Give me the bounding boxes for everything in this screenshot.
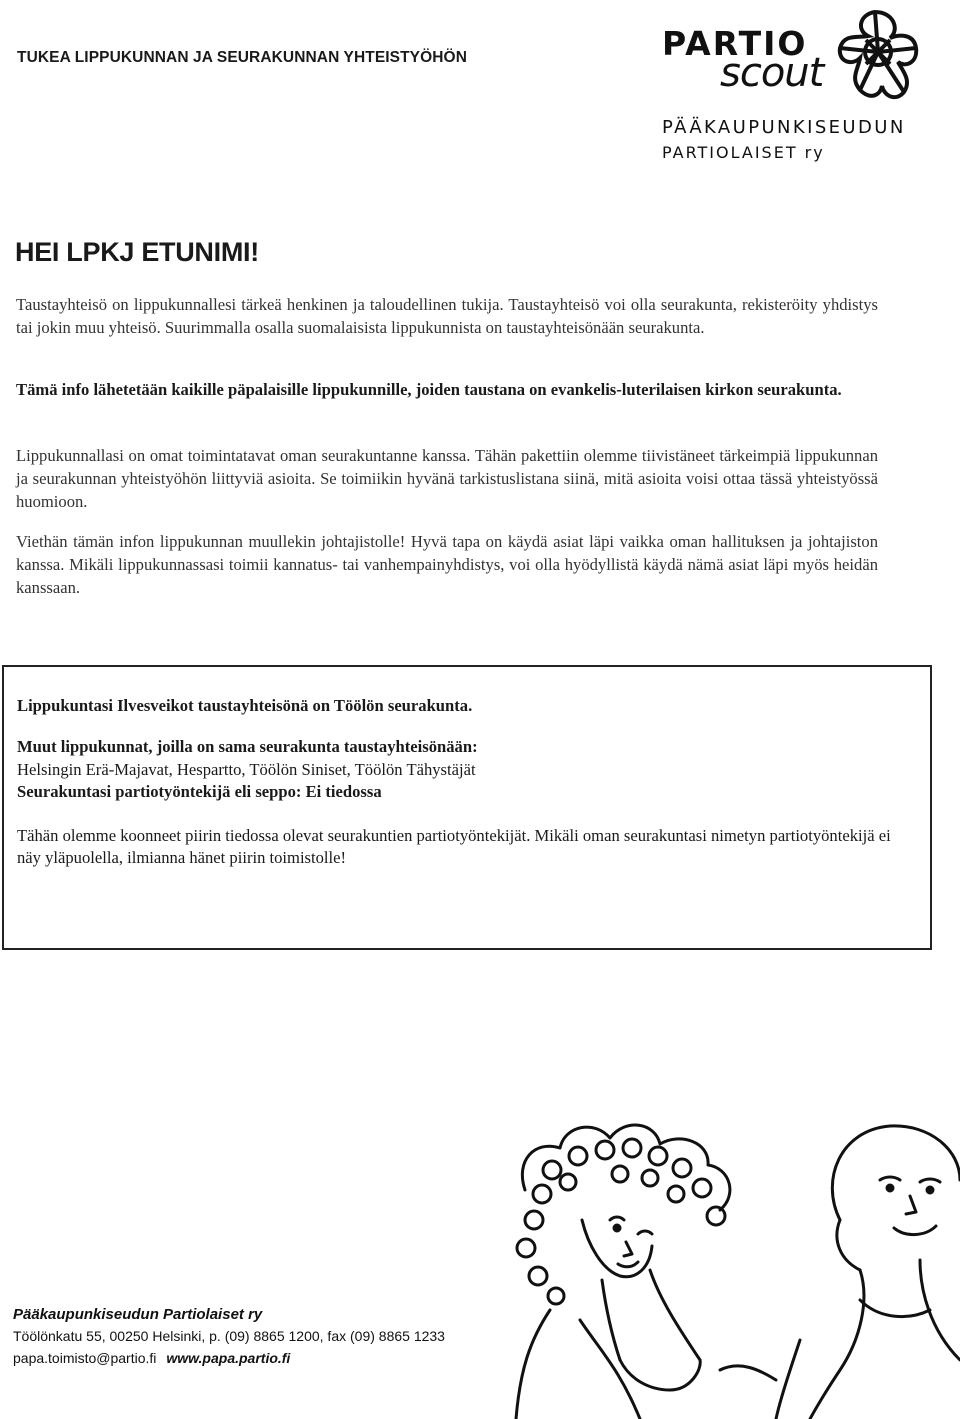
footer-organization: Pääkaupunkiseudun Partiolaiset ry [13,1306,263,1323]
logo-org-line1: PÄÄKAUPUNKISEUDUN [662,117,906,138]
logo-partio-text: PARTIO [662,24,808,63]
info-box-note: Tähän olemme koonneet piirin tiedossa olevat seurakuntien partiotyöntekijät. Mikäli oman seurakuntasi nimetyn partiotyöntekijä ei näy yläpuolella, ilmianna hänet piirin toimistolle! [17,826,891,867]
paragraph-background-community: Taustayhteisö on lippukunnallesi tärkeä henkinen ja taloudellinen tukija. Taustayhteisö voi olla seurakunta, rekisteröity yhdistys tai jokin muu yhteisö. Suurimmalla osalla suomalaisista lippukunnista on taustayhteisönään seurakunta. [16,295,878,337]
paragraph-share-info: Viethän tämän infon lippukunnan muullekin johtajistolle! Hyvä tapa on käydä asiat läpi vaikka oman hallituksen ja johtajiston kanssa. Mikäli lippukunnassasi toimii kannatus- tai vanhempainyhdistys, voi olla hyödyllistä käydä nämä asiat läpi myös heidän kanssaan. [16,532,878,597]
footer-web-link[interactable]: www.papa.partio.fi [166,1350,291,1366]
greeting-heading: HEI LPKJ ETUNIMI! [15,237,259,267]
footer-contact [13,1350,290,1366]
info-box-parish-line: Lippukuntasi Ilvesveikot taustayhteisönä on Töölön seurakunta. [17,696,473,715]
footer-address: Töölönkatu 55, 00250 Helsinki, p. (09) 8865 1200, fax (09) 8865 1233 [13,1328,445,1344]
info-box-seppo-line: Seurakuntasi partiotyöntekijä eli seppo: Ei tiedossa [17,782,382,801]
page-header-title: TUKEA LIPPUKUNNAN JA SEURAKUNNAN YHTEISTYÖHÖN [17,49,468,66]
paragraph-info-recipients: Tämä info lähetetään kaikille päpalaisille lippukunnille, joiden taustana on evankelis-luterilaisen kirkon seurakunta. [16,380,842,399]
footer-email-link[interactable]: papa.toimisto@partio.fi [13,1350,157,1366]
logo-org-line2: PARTIOLAISET ry [662,143,825,162]
paragraph-package-summary: Lippukunnallasi on omat toimintatavat oman seurakuntanne kanssa. Tähän pakettiin olemme tiivistäneet tärkeimpiä lippukunnan ja seurakunnan yhteistyöhön liittyviä asioita. Se toimiikin hyvänä tarkistuslistana siinä, mitä asioita voisi ottaa tässä yhteistyössä huomioon. [16,446,878,511]
scouts-cartoon-illustration [320,1070,960,1419]
info-box-other-groups-list: Helsingin Erä-Majavat, Hespartto, Töölön Siniset, Töölön Tähystäjät [17,760,476,779]
partio-scout-logo [662,4,952,164]
logo-scout-text: scout [720,50,824,96]
scout-emblem-icon [830,4,920,109]
scout-group-info-box [2,665,932,950]
info-box-other-groups-heading: Muut lippukunnat, joilla on sama seurakunta taustayhteisönään: [17,737,478,756]
